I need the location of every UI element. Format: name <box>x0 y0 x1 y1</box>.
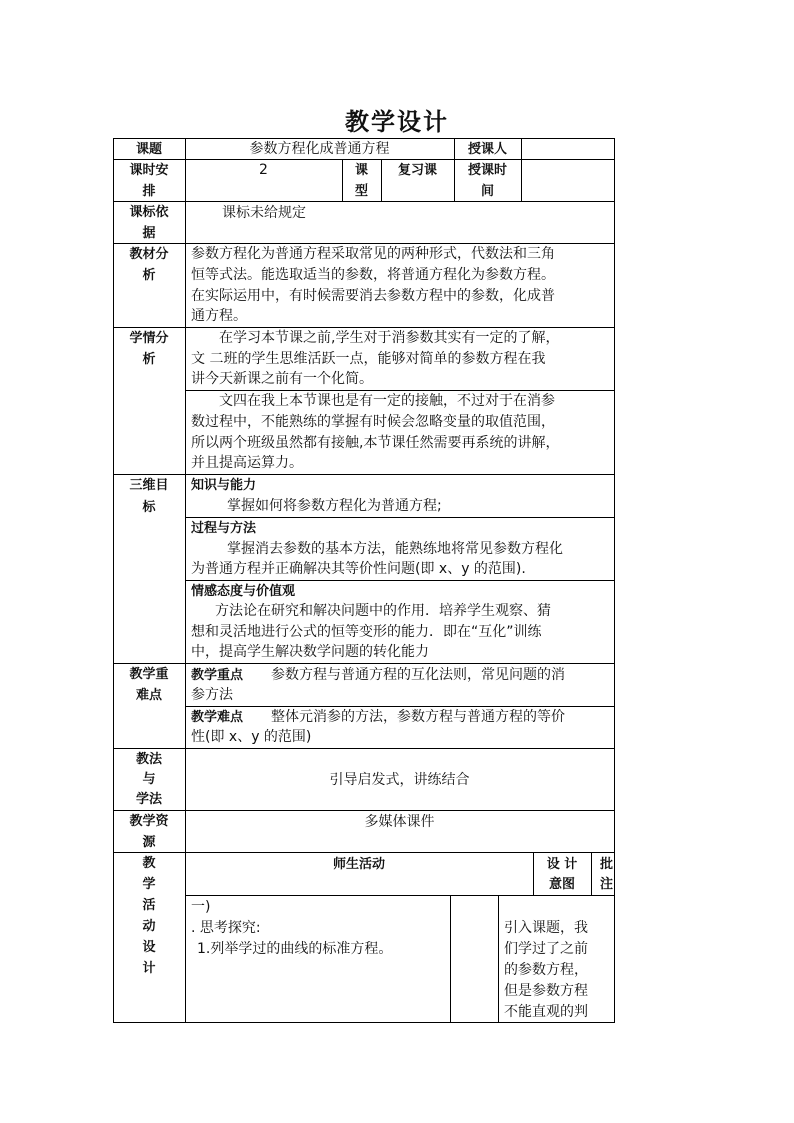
students-para1-line: 讲今天新课之前有一个化简。 <box>191 371 373 387</box>
topic-value: 参数方程化成普通方程 <box>249 141 390 157</box>
methods-label-3: 学法 <box>135 792 162 807</box>
table-rule <box>591 852 592 895</box>
type-value: 复习课 <box>397 163 437 178</box>
col-note-header-1: 批 <box>600 857 614 872</box>
difficulty-title: 教学难点 <box>191 710 244 725</box>
students-para2-line: 数过程中，不能熟练的掌握有时候会忽略变量的取值范围， <box>191 414 555 430</box>
material-line: 恒等式法。能选取适当的参数，将普通方程化为参数方程。 <box>191 267 555 283</box>
activity-label-char: 学 <box>142 877 156 892</box>
methods-label-1: 教法 <box>135 752 162 767</box>
table-rule <box>113 748 615 749</box>
table-rule <box>614 138 615 1023</box>
document-title: 教学设计 <box>345 107 449 136</box>
table-rule <box>113 663 615 664</box>
process-title: 过程与方法 <box>191 521 257 536</box>
emotion-line: 方法论在研究和解决问题中的作用．培养学生观察、猜 <box>215 603 551 619</box>
standard-label-1: 课标依 <box>129 205 169 220</box>
emotion-title: 情感态度与价值观 <box>191 584 296 599</box>
col-design-header-2: 意图 <box>548 877 575 892</box>
emotion-line: 中，提高学生解决数学问题的转化能力 <box>191 644 429 660</box>
col-note-header-2: 注 <box>600 877 614 892</box>
students-label-1: 学情分 <box>129 331 169 346</box>
goals-label-1: 三维目 <box>129 478 169 493</box>
intent-line: 引入课题，我 <box>504 920 588 936</box>
topic-label: 课题 <box>135 142 162 157</box>
difficulty-line: 整体元消参的方法，参数方程与普通方程的等价 <box>271 709 565 725</box>
methods-label-2: 与 <box>142 772 156 787</box>
hours-label-1: 课时安 <box>129 163 169 178</box>
emotion-line: 想和灵活地进行公式的恒等变形的能力．即在“互化”训练 <box>191 624 542 640</box>
table-rule <box>521 138 522 201</box>
students-label-2: 析 <box>142 352 156 367</box>
type-label-2: 型 <box>354 184 368 199</box>
intent-line: 的参数方程， <box>504 962 588 978</box>
activity-label-char: 活 <box>142 898 156 913</box>
time-label-1: 授课时 <box>467 163 507 178</box>
table-rule <box>113 810 615 811</box>
table-rule <box>498 895 499 1022</box>
table-rule <box>450 895 451 1022</box>
hours-label-2: 排 <box>142 184 156 199</box>
table-rule <box>185 138 186 1023</box>
students-para2-line: 所以两个班级虽然都有接触,本节课任然需要再系统的讲解， <box>191 435 560 451</box>
time-label-2: 间 <box>480 184 494 199</box>
students-para1-line: 文 二班的学生思维活跃一点，能够对简单的参数方程在我 <box>191 351 546 367</box>
focus-line: 参方法 <box>191 687 233 703</box>
intent-line: 不能直观的判 <box>504 1004 588 1020</box>
activity-line: 1.列举学过的曲线的标准方程。 <box>197 941 393 957</box>
resources-label-1: 教学资 <box>129 814 169 829</box>
students-para2-line: 文四在我上本节课也是有一定的接触，不过对于在消参 <box>219 393 555 409</box>
hours-value: 2 <box>259 162 268 178</box>
intent-line: 们学过了之前 <box>504 941 588 957</box>
students-para2-line: 并且提高运算力。 <box>191 455 303 471</box>
focus-title: 教学重点 <box>191 668 244 683</box>
activity-label-char: 设 <box>142 940 156 955</box>
col-design-header-1: 设 计 <box>546 857 578 872</box>
table-rule <box>113 852 615 853</box>
focus-line: 参数方程与普通方程的互化法则，常见问题的消 <box>271 667 565 683</box>
methods-text: 引导启发式，讲练结合 <box>329 772 470 788</box>
process-line: 掌握消去参数的基本方法，能熟练地将常见参数方程化 <box>227 541 563 557</box>
material-line: 在实际运用中，有时候需要消去参数方程中的参数，化成普 <box>191 288 555 304</box>
goals-label-2: 标 <box>142 500 156 515</box>
type-label-1: 课 <box>354 163 368 178</box>
knowledge-title: 知识与能力 <box>191 478 257 493</box>
intent-line: 但是参数方程 <box>504 983 588 999</box>
resources-text: 多媒体课件 <box>364 814 435 830</box>
knowledge-text: 掌握如何将参数方程化为普通方程; <box>227 498 442 514</box>
col-activity-header: 师生活动 <box>332 857 385 872</box>
difficulty-line: 性(即 x、y 的范围) <box>191 729 312 745</box>
material-label-1: 教材分 <box>129 247 169 262</box>
standard-label-2: 据 <box>142 226 156 241</box>
activity-label-char: 教 <box>142 856 156 871</box>
teacher-label: 授课人 <box>467 142 507 157</box>
activity-label-char: 计 <box>142 961 156 976</box>
material-line: 通方程。 <box>191 308 247 324</box>
table-rule <box>185 895 615 896</box>
material-label-2: 析 <box>142 268 156 283</box>
keypoints-label-1: 教学重 <box>129 667 169 682</box>
material-line: 参数方程化为普通方程采取常见的两种形式，代数法和三角 <box>191 246 555 262</box>
activity-line: . 思考探究: <box>191 920 261 936</box>
keypoints-label-2: 难点 <box>135 688 162 703</box>
standard-text: 课标未给规定 <box>222 205 306 221</box>
activity-label-char: 动 <box>142 919 156 934</box>
resources-label-2: 源 <box>142 835 156 850</box>
table-rule <box>113 474 615 475</box>
students-para1-line: 在学习本节课之前,学生对于消参数其实有一定的了解， <box>219 330 560 346</box>
process-line: 为普通方程并正确解决其等价性问题(即 x、y 的范围). <box>191 561 526 577</box>
activity-line: 一) <box>191 899 211 915</box>
